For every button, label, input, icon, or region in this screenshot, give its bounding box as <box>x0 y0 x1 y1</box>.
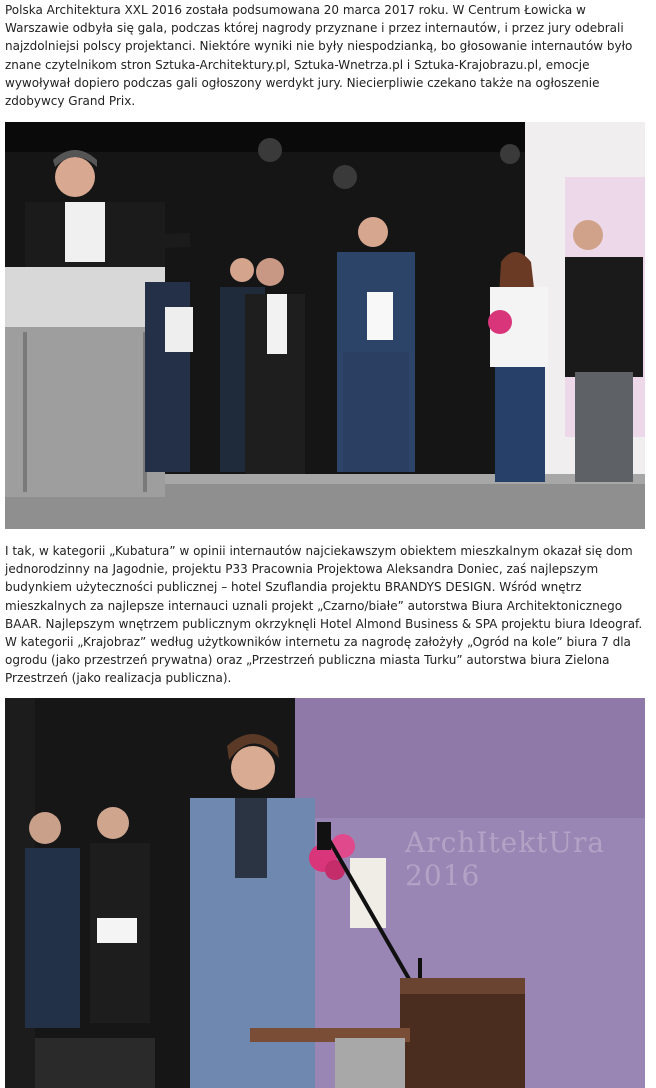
laureate-photo <box>5 698 645 1088</box>
paragraph-intro: Polska Architektura XXL 2016 została podsumowana 20 marca 2017 roku. W Centrum Łowicka w Warszawie odbyła się gala, podczas której nagrody przyznane i przez internautów, i przez jury odebrali najzdolniejsi polscy projektanci. Niektóre wyniki nie były niespodzianką, bo głosowanie internautów było znane czytelnikom stron Sztuka-Architektury.pl, Sztuka-Wnetrza.pl i Sztuka-Krajobrazu.pl, emocje wywoływał dopiero podczas gali ogłoszony werdykt jury. Niecierpliwie czekano także na ogłoszenie zdobywcy Grand Prix. <box>5 3 633 109</box>
backdrop-text: ArchItektUra 2016 <box>405 826 606 892</box>
flowers <box>488 310 512 334</box>
diploma <box>367 292 393 340</box>
guest-figure <box>145 282 193 472</box>
gala-illustration <box>5 698 645 1088</box>
diploma <box>350 858 386 928</box>
award-stage-photo <box>5 122 645 529</box>
laureate-figure <box>337 217 415 472</box>
paragraph-results: I tak, w kategorii „Kubatura” w opinii internautów najciekawszym obiektem mieszkalnym okazał się dom jednorodzinny na Jagodnie, projektu P33 Pracownia Projektowa Aleksandra Doniec, zaś najlepszym budynkiem użyteczności publicznej – hotel Szuflandia projektu BRANDYS DESIGN. Wśród wnętrz mieszkalnych za najlepsze internauci uznali projekt „Czarno/białe” autorstwa Biura Architektonicznego BAAR. Najlepszym wnętrzem publicznym okrzyknęli Hotel Almond Business & SPA projektu biura Ideograf. W kategorii „Krajobraz” według użytkowników internetu za nagrodę założyły „Ogród na kole” biura 7 dla ogrodu (jako przestrzeń prywatna) oraz „Przestrzeń publiczna miasta Turku” autorstwa biura Zielona Przestrzeń (jako realizacja publiczna). <box>5 544 643 686</box>
guest-figure <box>565 220 643 482</box>
lectern <box>5 267 165 497</box>
stage-illustration <box>5 122 645 529</box>
